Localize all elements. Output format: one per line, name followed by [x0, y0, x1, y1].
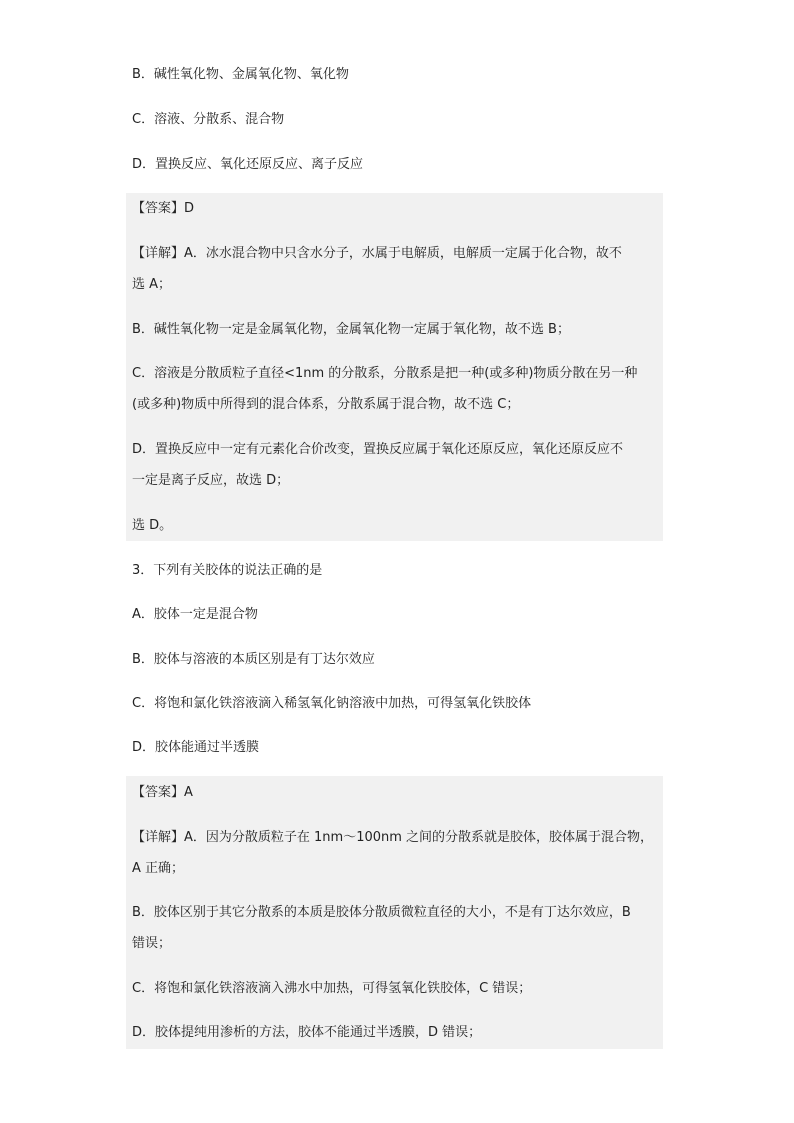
- q2-detail-line: 【详解】A．冰水混合物中只含水分子，水属于电解质，电解质一定属于化合物，故不: [132, 246, 622, 261]
- q2-detail-line: 一定是离子反应，故选 D；: [132, 473, 290, 488]
- q3-option-d: D．胶体能通过半透膜: [132, 740, 260, 755]
- q3-detail-line: A 正确；: [132, 861, 185, 876]
- q3-option-a: A．胶体一定是混合物: [132, 607, 258, 622]
- q3-answer: 【答案】A: [132, 785, 193, 800]
- q2-detail-line: B．碱性氧化物一定是金属氧化物，金属氧化物一定属于氧化物，故不选 B；: [132, 322, 570, 337]
- q2-detail-line: D．置换反应中一定有元素化合价改变，置换反应属于氧化还原反应，氧化还原反应不: [132, 442, 624, 457]
- q2-detail-line: (或多种)物质中所得到的混合体系，分散系属于混合物，故不选 C；: [132, 397, 520, 412]
- q2-option-d: D．置换反应、氧化还原反应、离子反应: [132, 157, 364, 172]
- q2-answer: 【答案】D: [132, 201, 195, 216]
- q3-detail-line: 错误；: [132, 936, 172, 951]
- q3-detail-line: D．胶体提纯用渗析的方法，胶体不能通过半透膜，D 错误；: [132, 1025, 482, 1040]
- q2-option-c: C．溶液、分散系、混合物: [132, 112, 285, 127]
- q2-detail-line: C．溶液是分散质粒子直径<1nm 的分散系，分散系是把一种(或多种)物质分散在另一种: [132, 366, 638, 381]
- q3-question: 3．下列有关胶体的说法正确的是: [132, 563, 323, 578]
- q3-detail-line: C．将饱和氯化铁溶液滴入沸水中加热，可得氢氧化铁胶体，C 错误；: [132, 981, 532, 996]
- q2-option-b: B．碱性氧化物、金属氧化物、氧化物: [132, 67, 349, 82]
- q3-option-b: B．胶体与溶液的本质区别是有丁达尔效应: [132, 652, 375, 667]
- q3-option-c: C．将饱和氯化铁溶液滴入稀氢氧化钠溶液中加热，可得氢氧化铁胶体: [132, 696, 532, 711]
- q2-detail-line: 选 A；: [132, 277, 172, 292]
- q3-detail-line: 【详解】A．因为分散质粒子在 1nm～100nm 之间的分散系就是胶体，胶体属于混合物，: [132, 830, 654, 845]
- q2-detail-line: 选 D。: [132, 518, 173, 533]
- q3-detail-line: B．胶体区别于其它分散系的本质是胶体分散质微粒直径的大小，不是有丁达尔效应，B: [132, 905, 631, 920]
